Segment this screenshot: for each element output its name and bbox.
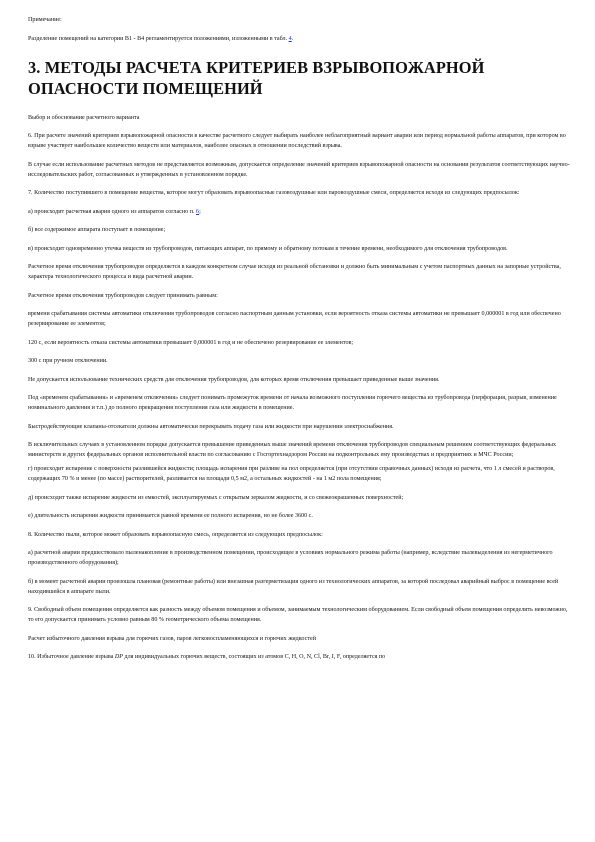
paragraph-7: 7. Количество поступившего в помещение вещества, которое могут образовать взрывоопасные газовоздушные или паровоздушные смеси, определяется исходя из следующих предпосылок: xyxy=(28,190,520,196)
paragraph-8a: а) расчетной аварии предшествовало пыленакопление в производственном помещении, происходящее в условиях нормального режима работы (например, вследствие пылевыделения из негерметичного производственного оборудования); xyxy=(28,550,553,566)
note-text: Разделение помещений на категории В1 - В4 регламентируется положениями, изложенными в табл. 4. xyxy=(28,35,294,42)
note-label: Примечание: xyxy=(28,17,62,23)
subheading: Выбор и обоснование расчетного варианта xyxy=(28,114,140,121)
paragraph-6: 6. При расчете значений критериев взрывопожарной опасности в качестве расчетного следует выбирать наиболее неблагоприятный вариант аварии или период нормальной работы аппаратов, при котором во взрыве участвует наибольшее количество веществ или материалов, наиболее опасных в отношении последствий взрыва. xyxy=(28,133,566,149)
clause-6-link[interactable]: 6 xyxy=(196,208,200,215)
paragraph-8b: б) в момент расчетной аварии произошла плановая (ремонтные работы) или внезапная разгерметизация одного из технологических аппаратов, за которой последовал аварийный выброс в помещение всей находившейся в аппарате пыли. xyxy=(28,578,559,595)
paragraph-7c-9: Быстродействующие клапаны-отсекатели должны автоматически перекрывать подачу газа или жидкости при нарушении электроснабжения. xyxy=(28,423,394,430)
section-heading: 3. МЕТОДЫ РАСЧЕТА КРИТЕРИЕВ ВЗРЫВОПОЖАРНОЙ ОПАСНОСТИ ПОМЕЩЕНИЙ xyxy=(28,57,485,98)
paragraph-7c-6: 300 с при ручном отключении. xyxy=(28,358,108,364)
paragraph-7f: е) длительность испарения жидкости принимается равной времени ее полного испарения, но не более 3600 с. xyxy=(28,513,313,519)
paragraph-7c-5: 120 с, если вероятность отказа системы автоматики превышает 0,000001 в год и не обеспечено резервирование ее элементов; xyxy=(28,339,354,346)
paragraph-6b: В случае если использование расчетных методов не представляется возможным, допускается определение значений критериев взрывопожарной опасности на основании результатов соответствующих научно-исследовательских работ, согласованных и утвержденных в установленном порядке. xyxy=(28,161,570,178)
paragraph-7a: а) происходит расчетная авария одного из аппаратов согласно п. 6; xyxy=(28,208,201,215)
dp-symbol: DP xyxy=(114,654,123,660)
subheading-2: Расчет избыточного давления взрыва для горючих газов, паров легковоспламеняющихся и горючих жидкостей xyxy=(28,635,316,642)
paragraph-7c-3: Расчетное время отключения трубопроводов следует принимать равным: xyxy=(28,292,218,299)
paragraph-7b: б) все содержимое аппарата поступает в помещение; xyxy=(28,227,166,233)
paragraph-7c-2: Расчетное время отключения трубопроводов определяется в каждом конкретном случае исходя из реальной обстановки и должно быть минимальным с учетом паспортных данных на запорные устройства, характера технологического процесса и вида расчетной аварии. xyxy=(28,264,561,280)
paragraph-7e: д) происходит также испарение жидкости из емкостей, эксплуатируемых с открытым зеркалом жидкости, и со свежеокрашенных поверхностей; xyxy=(28,494,404,501)
paragraph-7c-8: Под «временем срабатывания» и «временем отключения» следует понимать промежуток времени от начала возможного поступления горючего вещества из трубопровода (перфорация, разрыв, изменение номинального давления и т.п.) до полного прекращения поступления газа или жидкости в помещение. xyxy=(28,395,557,411)
paragraph-10: 10. Избыточное давление взрыва DP для индивидуальных горючих веществ, состоящих из атомов С, Н, О, N, Cl, Br, I, F, определяется по xyxy=(28,654,386,660)
paragraph-9: 9. Свободный объем помещения определяется как разность между объемом помещения и объемом, занимаемым технологическим оборудованием. Если свободный объем помещения определить невозможно, то его допускается принимать условно равным 80 % геометрического объема помещения. xyxy=(28,607,568,623)
paragraph-7c-10: В исключительных случаях в установленном порядке допускается превышение приведенных выше значений времени отключения трубопроводов специальным решением соответствующих федеральных министерств и других федеральных органов исполнительной власти по согласованию с Госгортехнадзором России на подконтрольных ему производствах и предприятиях и МЧС России; xyxy=(28,442,557,458)
paragraph-7c-7: Не допускается использование технических средств для отключения трубопроводов, для которых время отключения превышает приведенные выше значения. xyxy=(28,376,440,383)
table-4-link[interactable]: 4 xyxy=(288,35,292,42)
paragraph-7c: в) происходит одновременно утечка веществ из трубопроводов, питающих аппарат, по прямому и обратному потокам в течение времени, необходимого для отключения трубопроводов. xyxy=(28,245,508,252)
paragraph-8: 8. Количество пыли, которое может образовать взрывоопасную смесь, определяется из следующих предпосылок: xyxy=(28,531,323,538)
paragraph-7d: г) происходит испарение с поверхности разлившейся жидкости; площадь испарения при разливе на пол определяется (при отсутствии справочных данных) исходя из расчета, что 1 л смесей и растворов, содержащих 70 % и менее (по массе) растворителей, разливается на площади 0,5 м2, а остальных жидкостей - на 1 м2 пола помещения; xyxy=(28,466,555,482)
paragraph-7c-4: времени срабатывания системы автоматики отключения трубопроводов согласно паспортным данным установки, если вероятность отказа системы автоматики не превышает 0,000001 в год или обеспечено резервирование ее элементов; xyxy=(28,311,561,327)
